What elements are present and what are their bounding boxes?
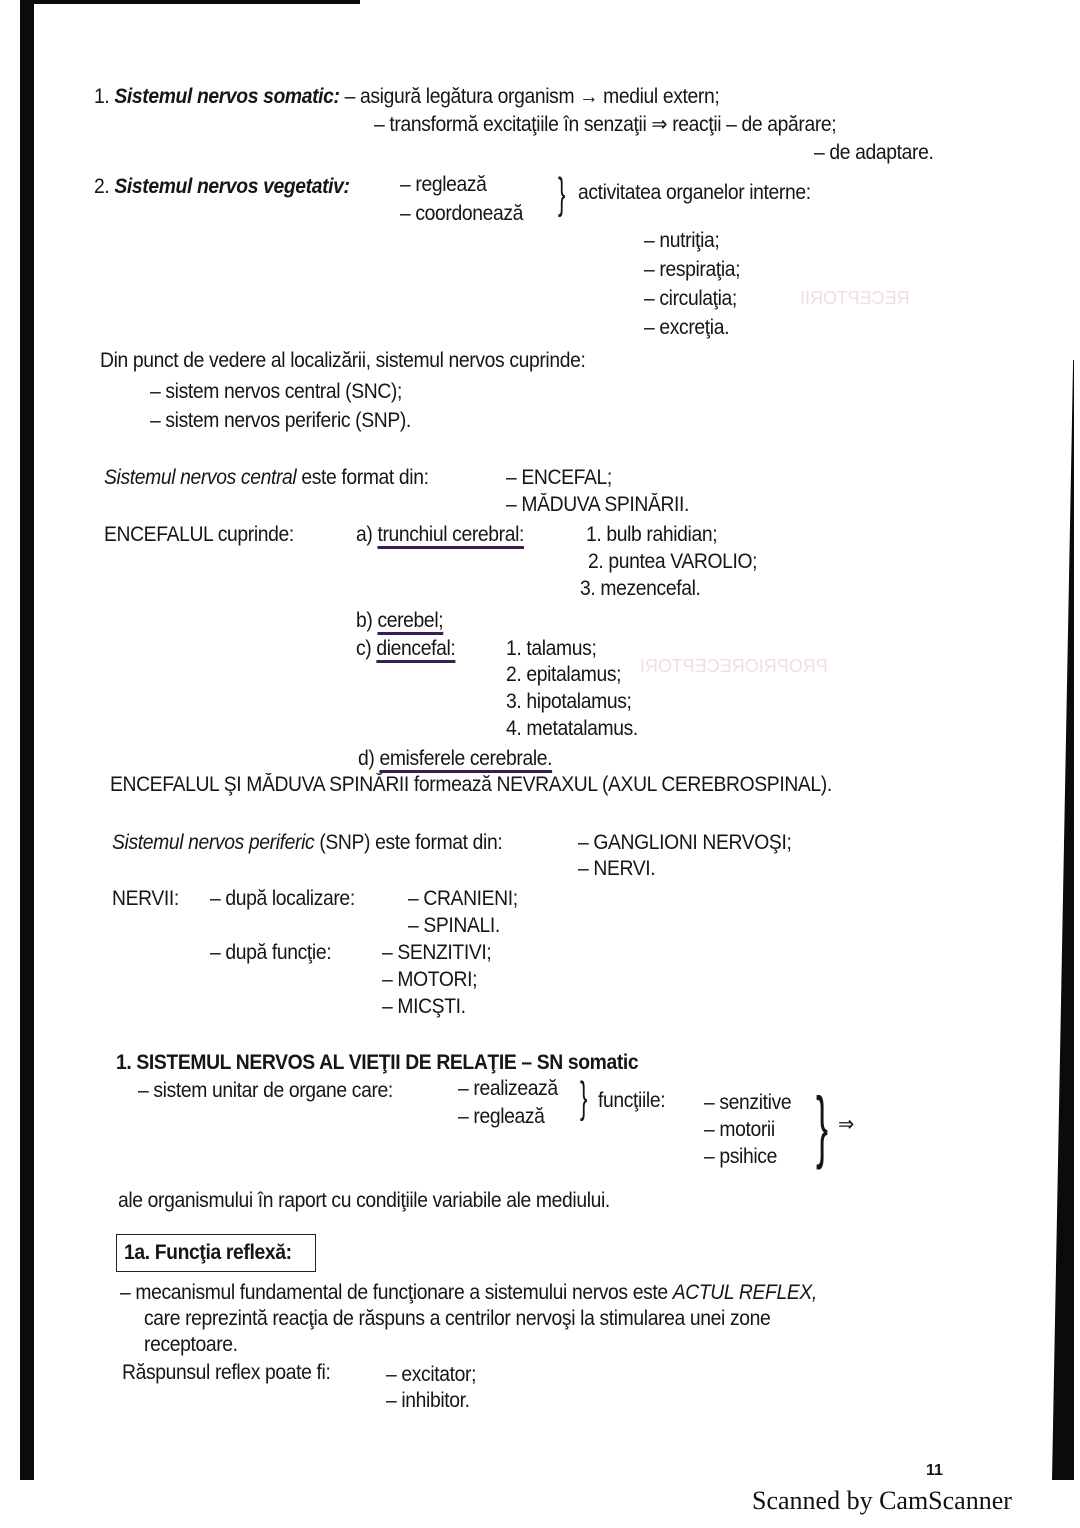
list-item: – sistem nervos periferic (SNP). xyxy=(150,409,411,432)
list-item: – respiraţia; xyxy=(644,258,741,281)
list-item: – inhibitor. xyxy=(386,1389,470,1412)
list-item: 1. talamus; xyxy=(506,637,597,660)
scan-border-top xyxy=(20,0,360,4)
brace-label: funcţiile: xyxy=(598,1089,666,1112)
section-heading: 1. SISTEMUL NERVOS AL VIEŢII DE RELAŢIE – SN somatic xyxy=(116,1051,639,1074)
list-item: – reglează xyxy=(400,173,487,196)
category-label: – după localizare: xyxy=(210,887,355,910)
list-item: – ENCEFAL; xyxy=(506,466,612,489)
page-number: 11 xyxy=(926,1462,943,1479)
part-name: emisferele cerebrale. xyxy=(379,747,553,770)
bleed-through-text: RECEPTORII xyxy=(800,288,910,308)
encefal-part-c xyxy=(356,636,455,662)
section-number: 1. xyxy=(94,85,110,108)
part-prefix: d) xyxy=(358,747,380,770)
list-item: – psihice xyxy=(704,1145,777,1168)
list-item: 3. mezencefal. xyxy=(580,577,701,600)
response-label: Răspunsul reflex poate fi: xyxy=(122,1361,331,1384)
list-item: – transformă excitaţiile în senzaţii ⇒ reacţii – de apărare; xyxy=(374,113,837,136)
part-prefix: c) xyxy=(356,637,377,660)
brace-icon: } xyxy=(558,169,566,218)
part-name: cerebel; xyxy=(377,609,444,632)
list-item: 2. puntea VAROLIO; xyxy=(588,550,758,573)
encefal-part-a xyxy=(356,522,524,548)
list-item: 4. metatalamus. xyxy=(506,717,638,740)
list-item: – circulaţia; xyxy=(644,287,737,310)
definition-text: este format din: xyxy=(296,466,429,489)
list-item: – MOTORI; xyxy=(382,968,478,991)
term: Sistemul nervos periferic xyxy=(112,831,315,854)
list-item: – MICŞTI. xyxy=(382,995,466,1018)
encefal-part-d xyxy=(358,746,552,772)
reflex-line-1 xyxy=(120,1280,817,1306)
list-item: – NERVI. xyxy=(578,857,656,880)
list-item: – MĂDUVA SPINĂRII. xyxy=(506,493,690,516)
encefal-part-b xyxy=(356,608,443,634)
list-item: – coordonează xyxy=(400,202,524,225)
list-item: – de adaptare. xyxy=(814,141,934,164)
reflex-line-2: care reprezintă reacţia de răspuns a centrilor nervoşi la stimularea unei zone xyxy=(144,1307,771,1330)
part-prefix: a) xyxy=(356,523,378,546)
list-item: – asigură legătura organism → mediul extern; xyxy=(344,85,720,108)
part-name: diencefal: xyxy=(376,637,456,660)
list-item: – sistem unitar de organe care: xyxy=(138,1079,393,1102)
list-item: – senzitive xyxy=(704,1091,792,1114)
bleed-through-text: PROPRIORECEPTORI xyxy=(640,656,828,676)
list-item: – SPINALI. xyxy=(408,914,500,937)
paragraph-text: – mecanismul fundamental de funcţionare a sistemului nervos este xyxy=(120,1281,673,1304)
implies-arrow-icon: ⇒ xyxy=(838,1113,854,1136)
vegetativ-definition xyxy=(94,174,350,200)
term: ACTUL REFLEX, xyxy=(672,1281,817,1304)
somatic-definition xyxy=(94,84,719,110)
localization-intro: Din punct de vedere al localizării, sistemul nervos cuprinde: xyxy=(100,349,586,372)
list-item: – sistem nervos central (SNC); xyxy=(150,380,403,403)
section-number: 2. xyxy=(94,175,110,198)
list-item: – SENZITIVI; xyxy=(382,941,492,964)
brace-icon: } xyxy=(816,1081,829,1170)
reflex-line-3: receptoare. xyxy=(144,1333,238,1356)
snp-definition xyxy=(112,830,502,856)
list-item: – motorii xyxy=(704,1118,775,1141)
part-name: trunchiul cerebral: xyxy=(377,523,525,546)
list-item: – GANGLIONI NERVOŞI; xyxy=(578,831,792,854)
snc-definition xyxy=(104,465,429,491)
category-label: – după funcţie: xyxy=(210,941,332,964)
section-title: Sistemul nervos vegetativ: xyxy=(114,175,350,198)
brace-label: activitatea organelor interne: xyxy=(578,181,811,204)
scan-border-right xyxy=(1052,360,1074,1480)
subsection-title: 1a. Funcţia reflexă: xyxy=(124,1241,292,1264)
relatie-tail: ale organismului în raport cu condiţiile variabile ale mediului. xyxy=(118,1189,610,1212)
list-item: – realizează xyxy=(458,1077,558,1100)
brace-icon: } xyxy=(580,1073,588,1122)
section-title: Sistemul nervos somatic: xyxy=(114,85,340,108)
list-item: 1. bulb rahidian; xyxy=(586,523,718,546)
list-item: – excitator; xyxy=(386,1363,477,1386)
nevrax-conclusion: ENCEFALUL ŞI MĂDUVA SPINĂRII formează NEVRAXUL (AXUL CEREBROSPINAL). xyxy=(110,773,832,796)
list-item: – nutriţia; xyxy=(644,229,720,252)
definition-text: (SNP) este format din: xyxy=(314,831,503,854)
list-item: – CRANIENI; xyxy=(408,887,518,910)
list-item: 3. hipotalamus; xyxy=(506,690,632,713)
part-prefix: b) xyxy=(356,609,378,632)
scan-border-left xyxy=(20,0,34,1480)
term: Sistemul nervos central xyxy=(104,466,297,489)
list-item: – excreţia. xyxy=(644,316,730,339)
list-item: – reglează xyxy=(458,1105,545,1128)
encefal-label: ENCEFALUL cuprinde: xyxy=(104,523,294,546)
camscanner-watermark: Scanned by CamScanner xyxy=(752,1486,1012,1515)
nervii-label: NERVII: xyxy=(112,887,179,910)
list-item: 2. epitalamus; xyxy=(506,663,622,686)
